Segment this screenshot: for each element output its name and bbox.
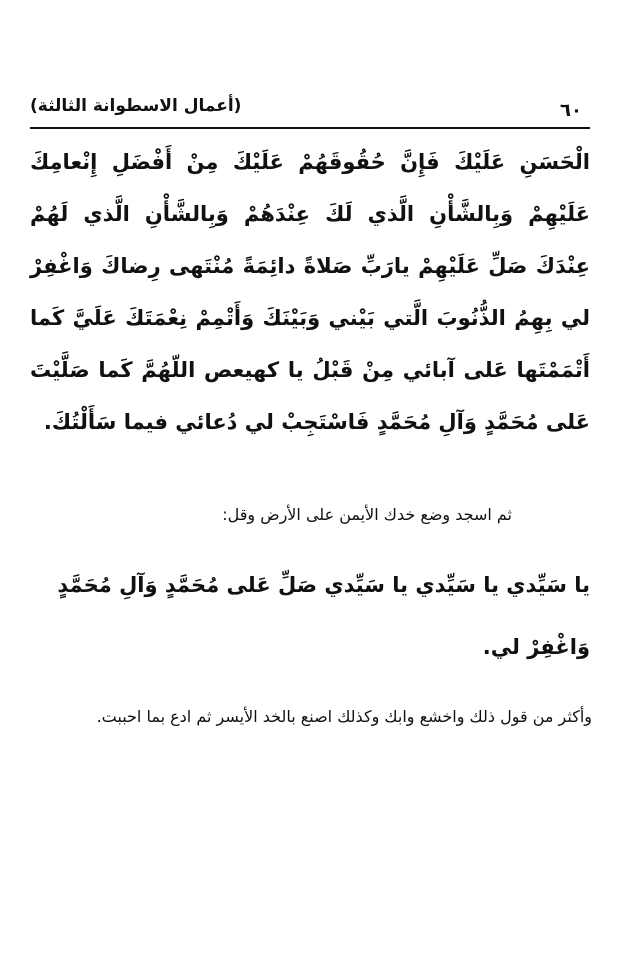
- instruction-text: ثم اسجد وضع خدك الأيمن على الأرض وقل:: [222, 505, 512, 524]
- page-header: [30, 96, 582, 126]
- closing-paragraph: وأكثر من قول ذلك واخشع وابك وكذلك اصنع بالخد الأيسر ثم ادع بما احببت.: [96, 707, 592, 726]
- header-divider: [30, 127, 590, 129]
- invocation-paragraph: يا سَيِّدي يا سَيِّدي يا سَيِّدي صَلِّ عَلى مُحَمَّدٍ وَآلِ مُحَمَّدٍ وَاغْفِرْ لي.: [57, 573, 590, 659]
- page-number: ٦٠: [560, 100, 582, 121]
- running-title: (أعمال الاسطوانة الثالثة): [30, 96, 242, 116]
- prayer-paragraph: الْحَسَنِ عَلَيْكَ فَإِنَّ حُقُوقَهُمْ عَلَيْكَ مِنْ أَفْضَلِ إِنْعامِكَ عَلَيْهِمْ وَبِالشَّأْنِ الَّذي لَكَ عِنْدَهُمْ وَبِالشَّأْنِ الَّذي لَهُمْ عِنْدَكَ صَلِّ عَلَيْهِمْ يارَبِّ صَلاةً دائِمَةً مُنْتَهى رِضاكَ وَاغْفِرْ لي بِهِمُ الذُّنُوبَ الَّتي بَيْني وَبَيْنَكَ وَأَتْمِمْ نِعْمَتَكَ عَلَيَّ كَما أَتْمَمْتَها عَلى آبائي مِنْ قَبْلُ يا كهيعص اللّهُمَّ كَما صَلَّيْتَ عَلى مُحَمَّدٍ وَآلِ مُحَمَّدٍ فَاسْتَجِبْ لي دُعائي فيما سَأَلْتُكَ.: [30, 150, 590, 434]
